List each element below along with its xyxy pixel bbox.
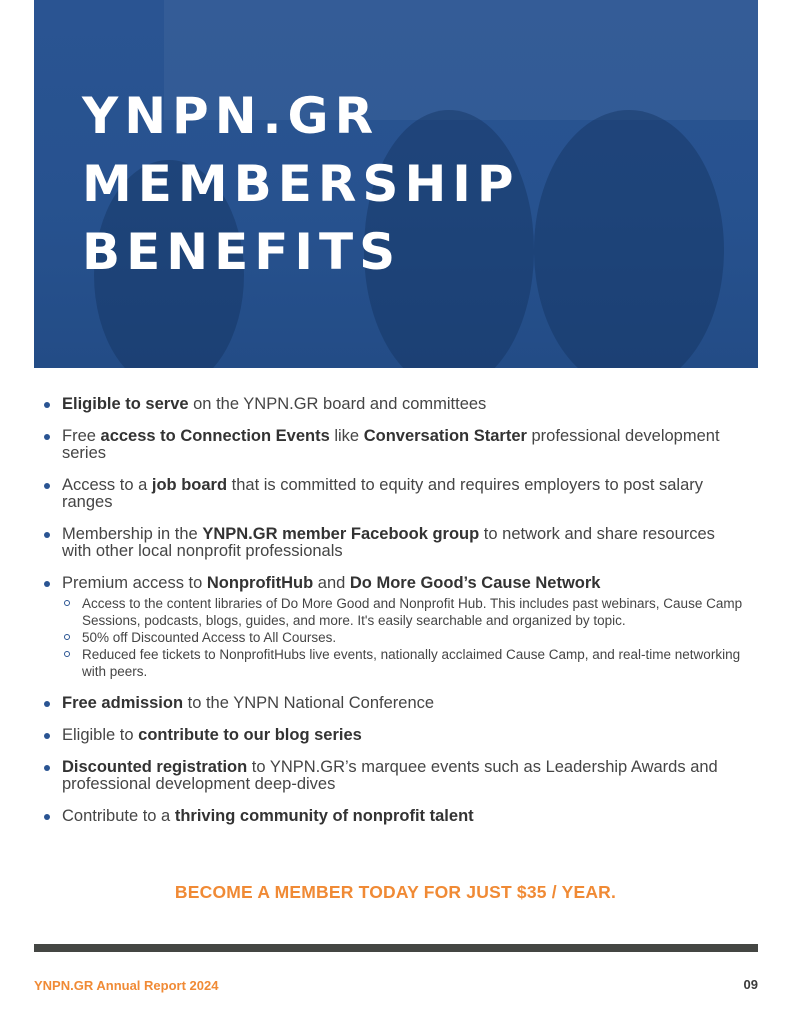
- footer-divider: [34, 944, 758, 952]
- hero-photo-figure: [534, 110, 724, 368]
- benefit-bold: access to Connection Events: [100, 427, 330, 445]
- list-item: [44, 808, 744, 825]
- benefit-text: like: [329, 427, 364, 445]
- sub-list-item: 50% off Discounted Access to All Courses.: [62, 629, 744, 646]
- membership-cta: BECOME A MEMBER TODAY FOR JUST $35 / YEAR.: [174, 882, 617, 902]
- benefit-text: Access to a: [62, 476, 152, 494]
- benefit-text: and: [313, 574, 350, 592]
- benefit-bold: YNPN.GR member Facebook group: [202, 525, 480, 543]
- page-title: [82, 82, 520, 286]
- sub-list-item: Access to the content libraries of Do More Good and Nonprofit Hub. This includes past webinars, Cause Camp Sessions, podcasts, blogs, guides, and more. It's easily searchable and organized by topic.: [62, 595, 744, 629]
- sub-list-item: Reduced fee tickets to NonprofitHubs live events, nationally acclaimed Cause Camp, and real-time networking with peers.: [62, 646, 744, 680]
- benefit-text: that is committed to equity and requires employers to post salary ranges: [62, 476, 704, 511]
- benefit-bold: Free admission: [62, 694, 184, 712]
- benefit-bold: contribute to our blog series: [138, 726, 362, 744]
- page-number: 09: [743, 977, 758, 992]
- list-item: [44, 526, 744, 560]
- benefit-bold: Discounted registration: [62, 758, 248, 776]
- list-item: [44, 428, 744, 462]
- benefit-bold: NonprofitHub: [206, 574, 314, 592]
- benefit-text: Membership in the: [62, 525, 203, 543]
- benefit-text: on the YNPN.GR board and committees: [188, 395, 487, 413]
- benefit-bold: job board: [151, 476, 228, 494]
- sub-list: [62, 595, 744, 680]
- benefit-text: Contribute to a: [62, 807, 175, 825]
- benefit-text: to network and share resources with other local nonprofit professionals: [62, 525, 715, 560]
- footer-report-label: YNPN.GR Annual Report 2024: [34, 978, 219, 993]
- title-line: YNPN.GR: [82, 87, 380, 145]
- benefit-text: Eligible to: [62, 726, 139, 744]
- benefit-bold: thriving community of nonprofit talent: [174, 807, 474, 825]
- list-item: [44, 759, 744, 793]
- benefit-text: Premium access to: [62, 574, 207, 592]
- benefit-text: to YNPN.GR’s marquee events such as Leadership Awards and professional development deep-dives: [62, 758, 718, 793]
- benefits-list: [44, 396, 744, 840]
- benefit-text: professional development series: [62, 427, 720, 462]
- list-item: [44, 575, 744, 680]
- benefit-bold: Do More Good’s Cause Network: [349, 574, 601, 592]
- title-line: BENEFITS: [82, 223, 402, 281]
- list-item: [44, 396, 744, 413]
- list-item: [44, 727, 744, 744]
- title-line: MEMBERSHIP: [82, 155, 520, 213]
- benefit-bold: Eligible to serve: [62, 395, 189, 413]
- benefit-bold: Conversation Starter: [363, 427, 527, 445]
- list-item: [44, 477, 744, 511]
- hero-banner: [34, 0, 758, 368]
- list-item: [44, 695, 744, 712]
- benefit-text: to the YNPN National Conference: [183, 694, 435, 712]
- benefit-text: Free: [62, 427, 101, 445]
